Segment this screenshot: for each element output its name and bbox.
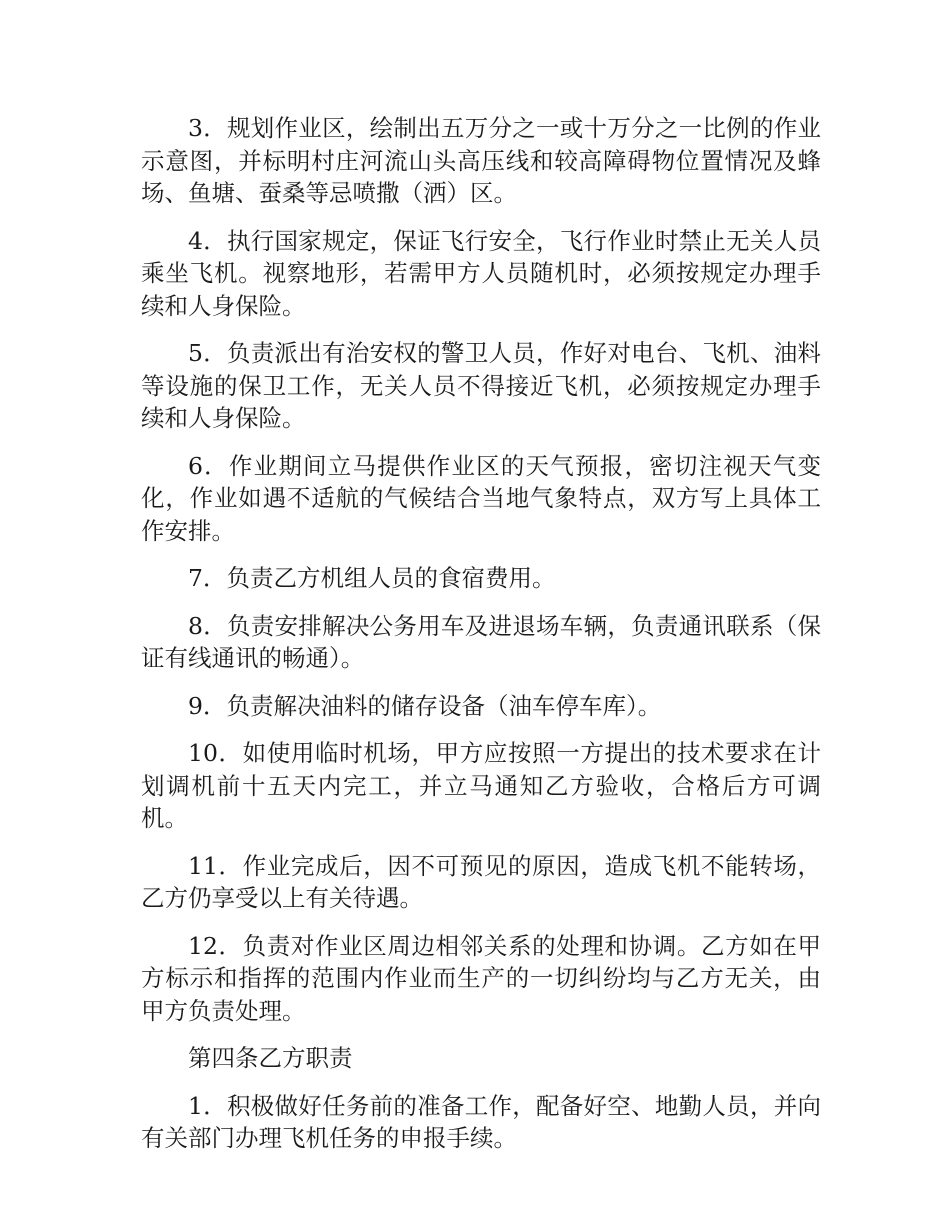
section-heading-article-4: 第四条乙方职责 — [188, 1044, 353, 1072]
paragraph-item-6: 6．作业期间立马提供作业区的天气预报，密切注视天气变化，作业如遇不适航的气候结合当地气象特点，双方写上具体工作安排。 — [141, 451, 821, 545]
paragraph-item-12: 12．负责对作业区周边相邻关系的处理和协调。乙方如在甲方标示和指挥的范围内作业而生产的一切纠纷均与乙方无关，由甲方负责处理。 — [141, 931, 821, 1025]
paragraph-item-8: 8．负责安排解决公务用车及进退场车辆，负责通讯联系（保证有线通讯的畅通）。 — [141, 611, 821, 672]
document-body — [141, 112, 821, 1170]
paragraph-item-9: 9．负责解决油料的储存设备（油车停车库）。 — [188, 691, 662, 720]
paragraph-item-11: 11．作业完成后，因不可预见的原因，造成飞机不能转场，乙方仍享受以上有关待遇。 — [141, 851, 821, 912]
paragraph-item-3: 3．规划作业区，绘制出五万分之一或十万分之一比例的作业示意图，并标明村庄河流山头高压线和较高障碍物位置情况及蜂场、鱼塘、蚕桑等忌喷撒（洒）区。 — [141, 114, 821, 207]
paragraph-item-7: 7．负责乙方机组人员的食宿费用。 — [188, 564, 556, 592]
paragraph-party-b-item-1: 1．积极做好任务前的准备工作，配备好空、地勤人员，并向有关部门办理飞机任务的申报手续。 — [141, 1091, 821, 1152]
paragraph-item-4: 4．执行国家规定，保证飞行安全，飞行作业时禁止无关人员乘坐飞机。视察地形，若需甲方人员随机时，必须按规定办理手续和人身保险。 — [141, 226, 821, 320]
paragraph-item-5: 5．负责派出有治安权的警卫人员，作好对电台、飞机、油料等设施的保卫工作，无关人员不得接近飞机，必须按规定办理手续和人身保险。 — [141, 339, 821, 432]
paragraph-item-10: 10．如使用临时机场，甲方应按照一方提出的技术要求在计划调机前十五天内完工，并立马通知乙方验收，合格后方可调机。 — [141, 739, 821, 832]
